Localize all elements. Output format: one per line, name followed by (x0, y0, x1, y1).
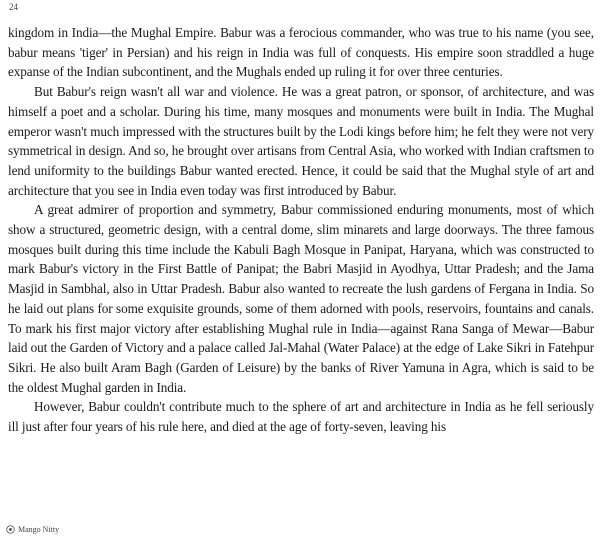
paragraph-3: A great admirer of proportion and symmetry, Babur commissioned enduring monuments, most of which show a structured, geometric design, with a central dome, slim minarets and large doorways. The three famous mosques built during this time include the Kabuli Bagh Mosque in Panipat, Haryana, which was constructed to mark Babur's victory in the First Battle of Panipat; the Babri Masjid in Ayodhya, Uttar Pradesh; and the Jama Masjid in Sambhal, also in Uttar Pradesh. Babur also wanted to recreate the lush gardens of Fergana in India. So he laid out plans for some exquisite grounds, some of them adorned with pools, reservoirs, fountains and canals. To mark his first major victory after establishing Mughal rule in India—against Rana Sanga of Mewar—Babur laid out the Garden of Victory and a palace called Jal-Mahal (Water Palace) at the edge of Lake Sikri in Fatehpur Sikri. He also built Aram Bagh (Garden of Leisure) by the banks of River Yamuna in Agra, which is said to be the oldest Mughal garden in India. (8, 202, 594, 395)
paragraph-1: kingdom in India—the Mughal Empire. Babur was a ferocious commander, who was true to his name (you see, babur means 'tiger' in Persian) and his reign in India was full of conquests. His empire soon straddled a huge expanse of the Indian subcontinent, and the Mughals ended up ruling it for over three centuries. (8, 25, 594, 80)
body-text (8, 23, 594, 437)
publisher-logo-icon (6, 525, 15, 534)
publisher-name: Mango Nitty (18, 525, 60, 534)
footer (6, 525, 59, 534)
paragraph-2: But Babur's reign wasn't all war and violence. He was a great patron, or sponsor, of architecture, and was himself a poet and a scholar. During his time, many mosques and monuments were built in India. The Mughal emperor wasn't much impressed with the structures built by the Lodi kings before him; he felt they were not very symmetrical in design. And so, he brought over artisans from Central Asia, who worked with Indian craftsmen to lend uniformity to the buildings Babur wanted erected. Hence, it could be said that the Mughal style of art and architecture that you see in India even today was first introduced by Babur. (8, 84, 594, 198)
page-number: 24 (9, 2, 18, 12)
paragraph-4: However, Babur couldn't contribute much to the sphere of art and architecture in India as he fell seriously ill just after four years of his rule here, and died at the age of forty-seven, leaving his (8, 399, 594, 435)
